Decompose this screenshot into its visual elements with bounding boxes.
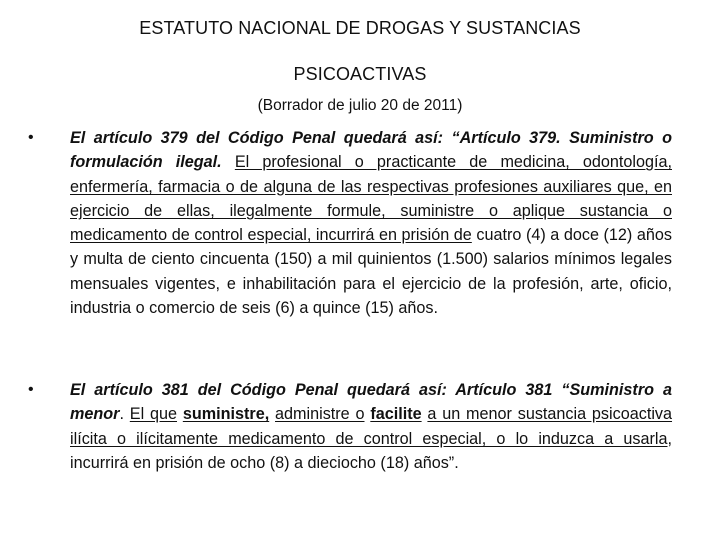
article-381-text (70, 378, 672, 475)
list-item-article-379 (28, 126, 672, 320)
document-subtitle: (Borrador de julio 20 de 2011) (257, 97, 463, 114)
article-381-lead: El artículo 381 del Código Penal quedará así: Artículo 381 “Suministro a menor (70, 381, 672, 424)
document-title-line1: ESTATUTO NACIONAL DE DROGAS Y SUSTANCIAS (139, 18, 581, 38)
article-379-rest: cuatro (4) a doce (12) años y multa de ciento cincuenta (150) a mil quinientos (1.500) salarios mínimos legales mensuales vigentes, e inhabilitación para el ejercicio de la profesión, arte, oficio, industria o comercio de seis (6) a quince (15) años. (70, 226, 672, 318)
bullet-icon: • (28, 381, 34, 398)
article-381-underlined-2: suministre, (182, 405, 270, 424)
article-381-period: . (119, 405, 124, 424)
article-381-underlined-1: El que (129, 405, 178, 424)
article-381-underlined-4: facilite (370, 405, 422, 424)
separator (222, 153, 235, 171)
list-item-article-381 (28, 378, 673, 475)
article-379-text (70, 126, 672, 320)
article-379-lead: El artículo 379 del Código Penal quedará así: “Artículo 379. Suministro o formulación ilegal. (70, 129, 672, 172)
article-381-underlined-5: a un menor sustancia psicoactiva ilícita o ilícitamente medicamento de control especial, o lo induzca a usarla (70, 405, 673, 448)
article-381-rest: , incurrirá en prisión de ocho (8) a dieciocho (18) años”. (70, 429, 672, 472)
bullet-icon: • (28, 129, 34, 146)
article-379-underlined: El profesional o practicante de medicina, odontología, enfermería, farmacia o de alguna de las respectivas profesiones auxiliares que, en ejercicio de ellas, ilegalmente formule, suministre o aplique sustancia o medicamento de control especial, incurrirá en prisión de (70, 153, 672, 245)
article-381-underlined-3: administre o (275, 405, 365, 424)
document-title-line2: PSICOACTIVAS (293, 64, 427, 84)
